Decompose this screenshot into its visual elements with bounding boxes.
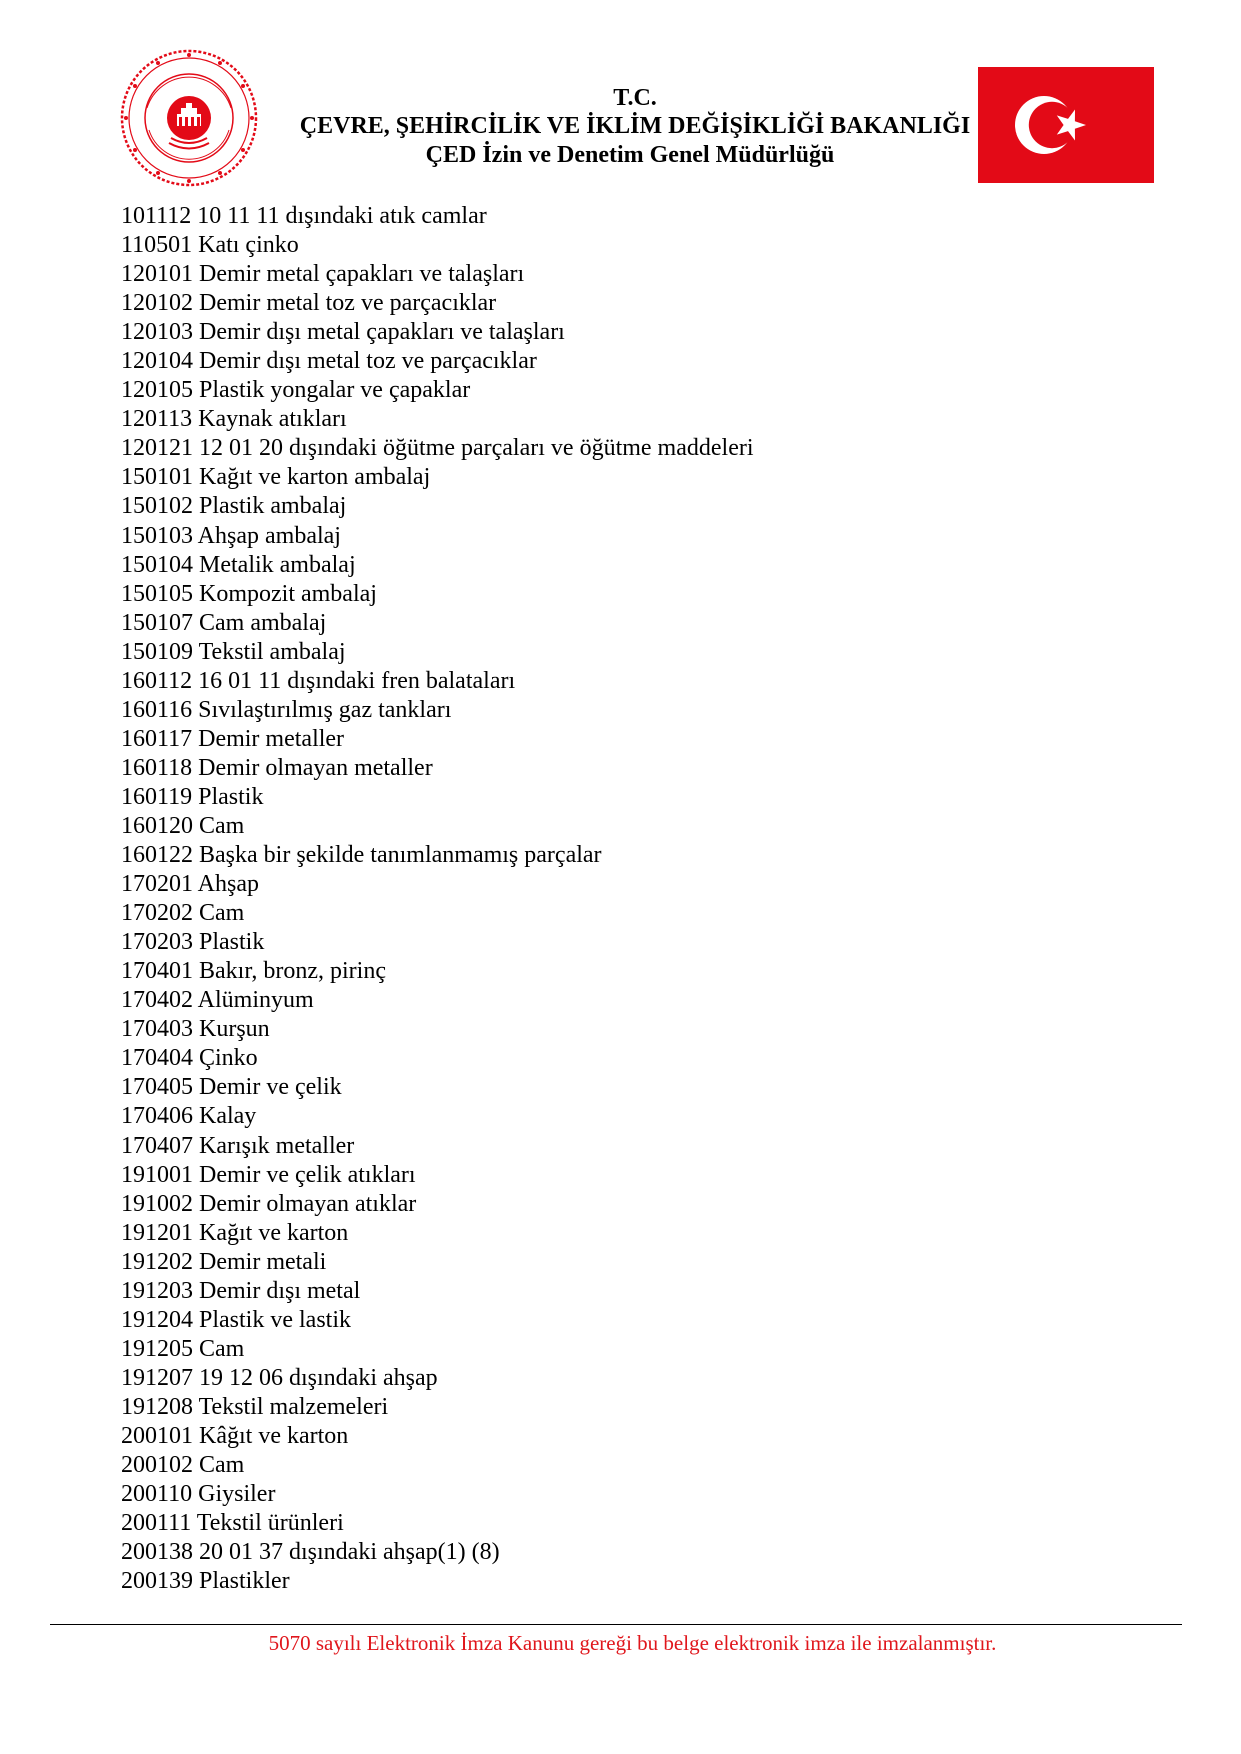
waste-code-item: 170401 Bakır, bronz, pirinç bbox=[121, 958, 386, 985]
waste-code-item: 200110 Giysiler bbox=[121, 1481, 276, 1508]
waste-code-item: 191002 Demir olmayan atıklar bbox=[121, 1190, 417, 1217]
waste-code-item: 150103 Ahşap ambalaj bbox=[121, 522, 341, 549]
waste-code-item: 170202 Cam bbox=[121, 900, 245, 927]
waste-code-item: 120102 Demir metal toz ve parçacıklar bbox=[121, 290, 497, 317]
waste-code-item: 191201 Kağıt ve karton bbox=[121, 1219, 349, 1246]
waste-code-item: 191205 Cam bbox=[121, 1335, 245, 1362]
waste-code-item: 200138 20 01 37 dışındaki ahşap(1) (8) bbox=[121, 1539, 500, 1566]
waste-code-item: 170405 Demir ve çelik bbox=[121, 1074, 342, 1101]
waste-code-item: 150105 Kompozit ambalaj bbox=[121, 580, 377, 607]
waste-code-item: 191204 Plastik ve lastik bbox=[121, 1306, 351, 1333]
e-signature-note: 5070 sayılı Elektronik İmza Kanunu gereği bu belge elektronik imza ile imzalanmıştır. bbox=[268, 1631, 997, 1655]
waste-code-item: 120121 12 01 20 dışındaki öğütme parçaları ve öğütme maddeleri bbox=[121, 435, 754, 462]
waste-code-item: 160118 Demir olmayan metaller bbox=[121, 754, 433, 781]
waste-code-item: 110501 Katı çinko bbox=[121, 232, 299, 259]
waste-code-item: 160119 Plastik bbox=[121, 783, 264, 810]
waste-code-item: 200139 Plastikler bbox=[121, 1568, 290, 1595]
waste-code-item: 191207 19 12 06 dışındaki ahşap bbox=[121, 1364, 438, 1391]
waste-code-item: 200101 Kâğıt ve karton bbox=[121, 1422, 349, 1449]
turkish-flag-icon bbox=[978, 67, 1154, 183]
waste-code-item: 170402 Alüminyum bbox=[121, 987, 314, 1014]
waste-code-item: 191202 Demir metali bbox=[121, 1248, 327, 1275]
waste-code-item: 120105 Plastik yongalar ve çapaklar bbox=[121, 377, 471, 404]
waste-code-item: 120101 Demir metal çapakları ve talaşları bbox=[121, 261, 525, 288]
ministry-seal-icon bbox=[119, 48, 259, 188]
footer-divider bbox=[50, 1624, 1182, 1625]
waste-code-item: 160122 Başka bir şekilde tanımlanmamış parçalar bbox=[121, 842, 602, 869]
waste-code-item: 170201 Ahşap bbox=[121, 871, 259, 898]
waste-code-item: 160116 Sıvılaştırılmış gaz tankları bbox=[121, 696, 452, 723]
waste-code-item: 170203 Plastik bbox=[121, 929, 265, 956]
waste-code-item: 150101 Kağıt ve karton ambalaj bbox=[121, 464, 431, 491]
waste-code-item: 191208 Tekstil malzemeleri bbox=[121, 1393, 389, 1420]
waste-code-item: 120103 Demir dışı metal çapakları ve talaşları bbox=[121, 319, 565, 346]
waste-code-item: 191001 Demir ve çelik atıkları bbox=[121, 1161, 416, 1188]
waste-code-item: 150102 Plastik ambalaj bbox=[121, 493, 347, 520]
waste-code-item: 200102 Cam bbox=[121, 1452, 245, 1479]
letterhead bbox=[270, 84, 1000, 170]
waste-code-item: 200111 Tekstil ürünleri bbox=[121, 1510, 344, 1537]
header-line-2: ÇEVRE, ŞEHİRCİLİK VE İKLİM DEĞİŞİKLİĞİ BAKANLIĞI bbox=[299, 113, 971, 139]
waste-code-item: 170404 Çinko bbox=[121, 1045, 258, 1072]
waste-code-item: 170407 Karışık metaller bbox=[121, 1132, 355, 1159]
waste-code-item: 120113 Kaynak atıkları bbox=[121, 406, 347, 433]
waste-code-item: 150107 Cam ambalaj bbox=[121, 609, 327, 636]
waste-code-item: 170406 Kalay bbox=[121, 1103, 257, 1130]
waste-code-item: 160112 16 01 11 dışındaki fren balataları bbox=[121, 667, 516, 694]
waste-code-item: 101112 10 11 11 dışındaki atık camlar bbox=[121, 203, 487, 229]
waste-code-item: 191203 Demir dışı metal bbox=[121, 1277, 361, 1304]
waste-code-list bbox=[121, 202, 754, 1596]
header-line-3: ÇED İzin ve Denetim Genel Müdürlüğü bbox=[425, 142, 835, 168]
waste-code-item: 160117 Demir metaller bbox=[121, 725, 345, 752]
waste-code-item: 170403 Kurşun bbox=[121, 1016, 270, 1043]
waste-code-item: 160120 Cam bbox=[121, 812, 245, 839]
waste-code-item: 150109 Tekstil ambalaj bbox=[121, 638, 346, 665]
header-line-1: T.C. bbox=[613, 85, 657, 111]
waste-code-item: 120104 Demir dışı metal toz ve parçacıklar bbox=[121, 348, 537, 375]
waste-code-item: 150104 Metalik ambalaj bbox=[121, 551, 356, 578]
